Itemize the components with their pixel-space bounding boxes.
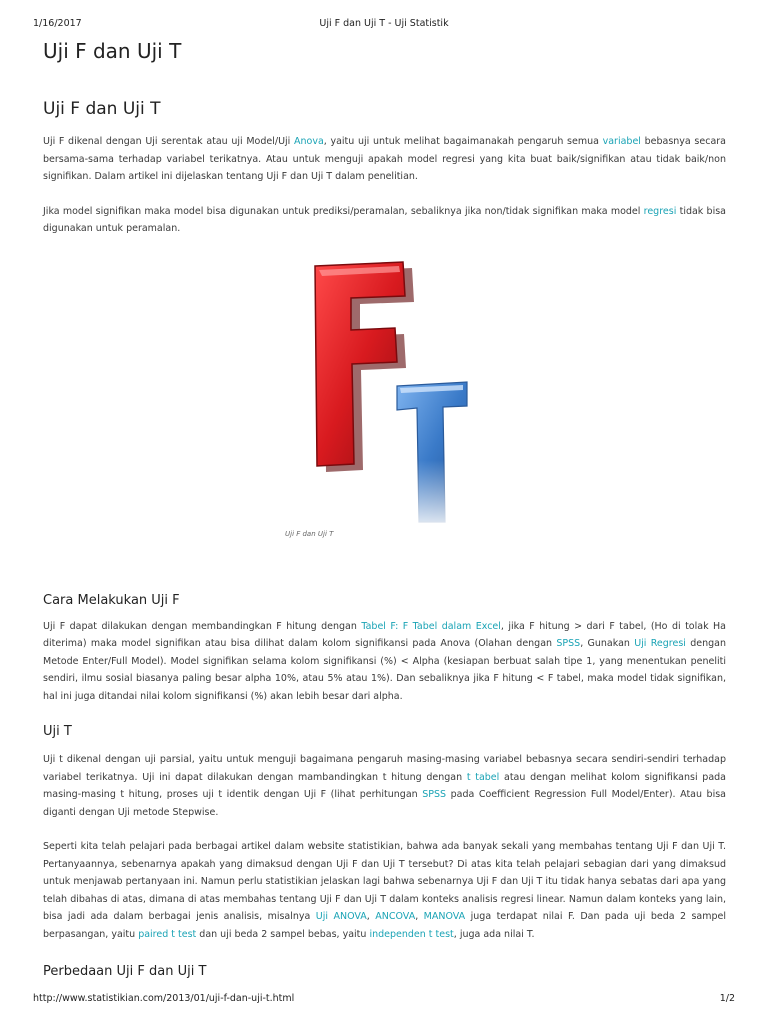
print-header (33, 18, 735, 32)
intro-paragraph-1: Uji F dikenal dengan Uji serentak atau uji Model/Uji Anova, yaitu uji untuk melihat bagaimanakah pengaruh semua variabel bebasnya secara bersama-sama terhadap variabel terikatnya. Atau untuk menguji apakah model regresi yang kita buat baik/signifikan atau tidak baik/non signifikan. Dalam artikel ini dijelaskan tentang Uji F dan Uji T dalam penelitian. (43, 136, 726, 182)
ft-logo-image (295, 260, 475, 525)
article (43, 38, 726, 981)
link-anova[interactable]: Anova (294, 136, 324, 147)
link-spss-2[interactable]: SPSS (422, 789, 447, 800)
uji-t-paragraph-2: Seperti kita telah pelajari pada berbagai artikel dalam website statistikian, bahwa ada banyak sekali yang membahas tentang Uji F dan Uji T. Pertanyaannya, sebenarnya apakah yang dimaksud dengan Uji F dan Uji T tersebut? Di atas kita telah pelajari sebagian dari yang dimaksud untuk menjawab pertanyaan ini. Namun perlu statistikian jelaskan lagi bahwa sebenarnya Uji F dan Uji T itu tidak hanya sebatas dari apa yang telah dibahas di atas, dimana di atas membahas tentang Uji F dan Uji T dalam konteks analisis regresi linear. Namun dalam konteks yang lain, bisa jadi ada dalam berbagai jenis analisis, misalnya Uji ANOVA, ANCOVA, MANOVA juga terdapat nilai F. Dan pada uji beda 2 sampel berpasangan, yaitu paired t test dan uji beda 2 sampel bebas, yaitu independen t test, juga ada nilai T. (43, 841, 726, 940)
uji-t-paragraph-1: Uji t dikenal dengan uji parsial, yaitu untuk menguji bagaimana pengaruh masing-masing variabel bebasnya secara sendiri-sendiri terhadap variabel terikatnya. Uji ini dapat dilakukan dengan mambandingkan t hitung dengan t tabel atau dengan melihat kolom signifikansi pada masing-masing t hitung, proses uji t identik dengan Uji F (lihat perhitungan SPSS pada Coefficient Regression Full Model/Enter). Atau bisa diganti dengan Uji metode Stepwise. (43, 754, 726, 818)
print-page-number: 1/2 (719, 993, 735, 1004)
print-title: Uji F dan Uji T - Uji Statistik (319, 18, 449, 29)
link-manova[interactable]: MANOVA (423, 911, 466, 922)
section-heading-uji-t: Uji T (43, 724, 72, 739)
print-footer (33, 993, 735, 1007)
ft-logo-svg (295, 260, 475, 525)
link-variabel[interactable]: variabel (602, 136, 641, 147)
print-date: 1/16/2017 (33, 18, 82, 29)
uji-f-paragraph: Uji F dapat dilakukan dengan membandingkan F hitung dengan Tabel F: F Tabel dalam Excel, jika F hitung > dari F tabel, (Ho di tolak Ha diterima) maka model signifikan atau bisa dilihat dalam kolom signifikansi pada Anova (Olahan dengan SPSS, Gunakan Uji Regresi dengan Metode Enter/Full Model). Model signifikan selama kolom signifikansi (%) < Alpha (kesiapan berbuat salah tipe 1, yang menentukan peneliti sendiri, ilmu sosial biasanya paling besar alpha 10%, atau 5% atau 1%). Dan sebaliknya jika F hitung < F tabel, maka model tidak signifikan, hal ini juga ditandai nilai kolom signifikansi (%) akan lebih besar dari alpha. (43, 620, 726, 702)
section-heading-perbedaan: Perbedaan Uji F dan Uji T (43, 964, 207, 979)
section-heading-uji-f: Cara Melakukan Uji F (43, 592, 180, 608)
link-uji-anova[interactable]: Uji ANOVA (315, 911, 367, 922)
link-regresi[interactable]: regresi (643, 205, 677, 217)
article-heading: Uji F dan Uji T (43, 99, 161, 119)
link-t-tabel[interactable]: t tabel (466, 771, 500, 783)
link-spss[interactable]: SPSS (556, 638, 581, 649)
link-independen-t-test[interactable]: independen t test (369, 928, 454, 940)
figure-caption: Uji F dan Uji T (285, 529, 334, 538)
page-title: Uji F dan Uji T (43, 39, 182, 63)
link-uji-regresi[interactable]: Uji Regresi (634, 638, 686, 649)
print-url: http://www.statistikian.com/2013/01/uji-f-dan-uji-t.html (33, 993, 295, 1004)
link-ancova[interactable]: ANCOVA (375, 911, 416, 922)
link-tabel-f[interactable]: Tabel F: F Tabel dalam Excel (361, 620, 501, 632)
link-paired-t-test[interactable]: paired t test (138, 928, 197, 940)
intro-paragraph-2: Jika model signifikan maka model bisa digunakan untuk prediksi/peramalan, sebaliknya jika non/tidak signifikan maka model regresi tidak bisa digunakan untuk peramalan. (43, 205, 726, 234)
